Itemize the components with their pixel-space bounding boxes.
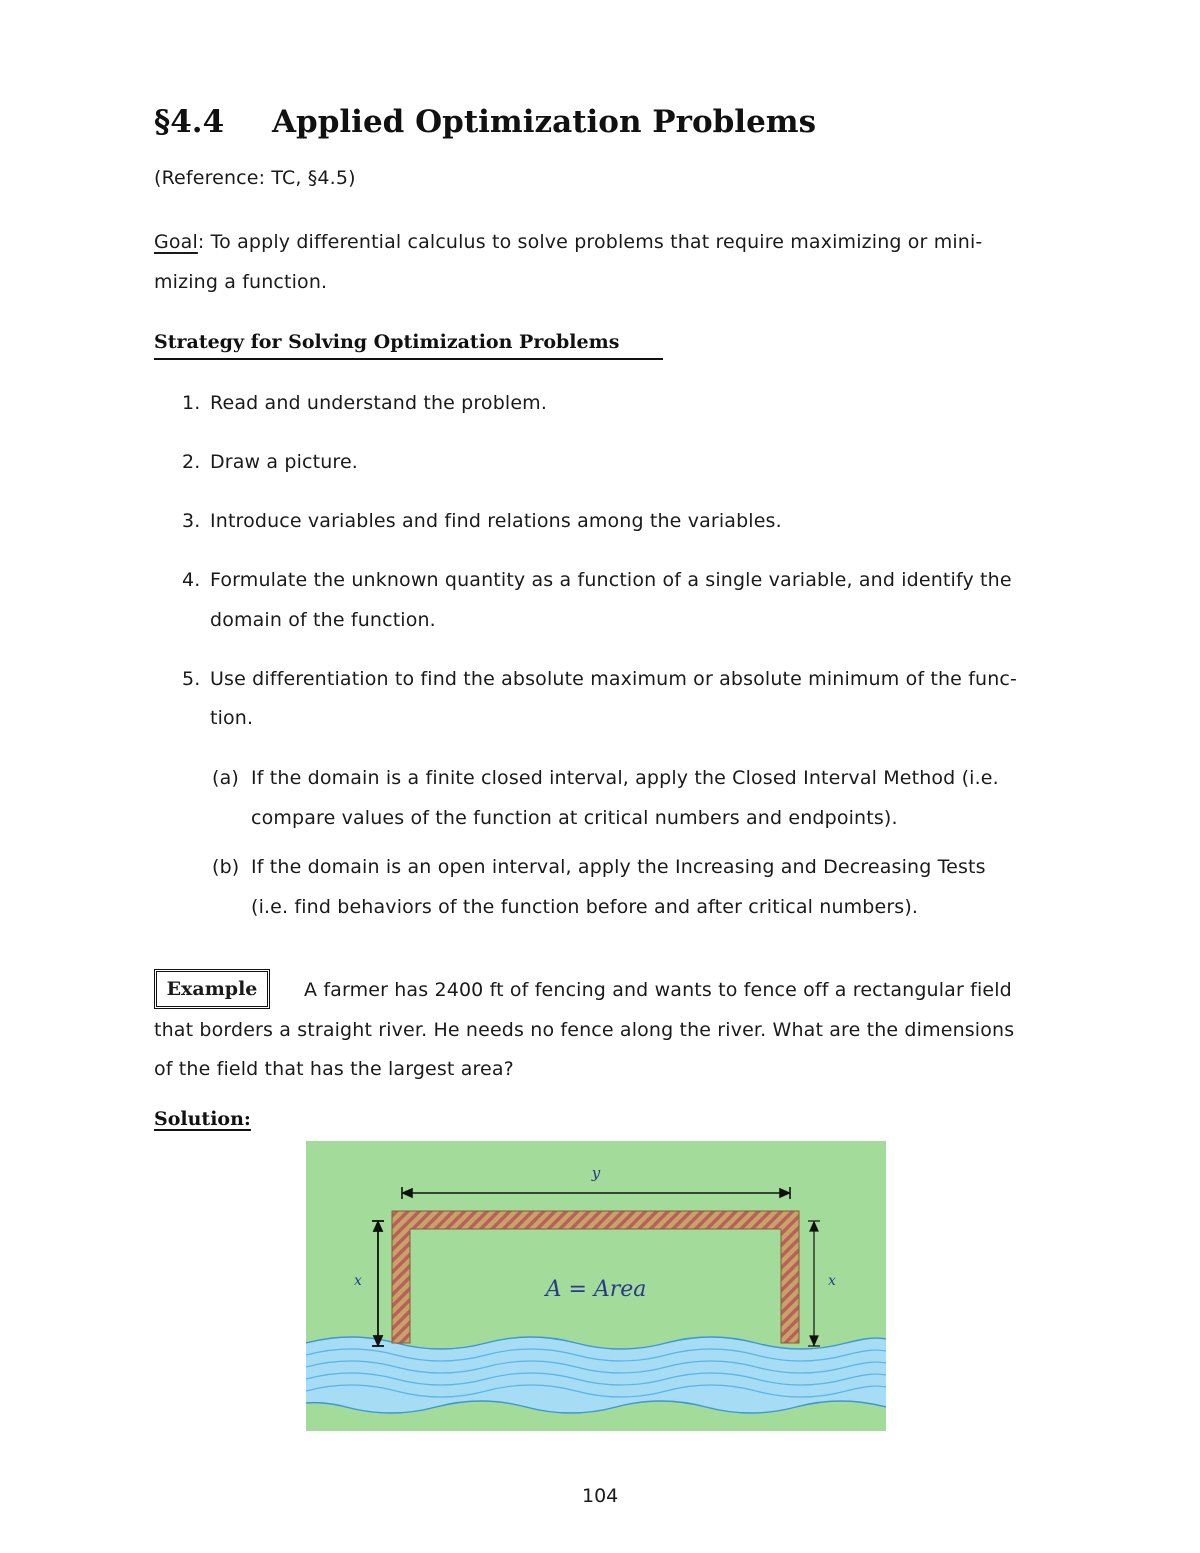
step-2-number: 2.: [182, 451, 201, 473]
example-text-line-3: of the field that has the largest area?: [154, 1058, 514, 1080]
y-label: y: [591, 1164, 601, 1182]
example-label: Example: [166, 978, 258, 1000]
reference-line: (Reference: TC, §4.5): [154, 167, 356, 189]
section-title: Applied Optimization Problems: [272, 104, 817, 140]
step-5-text-line-1: Use differentiation to find the absolute maximum or absolute minimum of the func-: [210, 668, 1018, 690]
step-4-number: 4.: [182, 569, 201, 591]
substep-b-text-line-1: If the domain is an open interval, apply the Increasing and Decreasing Tests: [251, 856, 986, 878]
substep-b-number: (b): [212, 856, 240, 878]
page-number: 104: [582, 1485, 619, 1507]
step-4-text-line-1: Formulate the unknown quantity as a function of a single variable, and identify the: [210, 569, 1012, 591]
example-text-line-1: A farmer has 2400 ft of fencing and wants to fence off a rectangular field: [304, 979, 1012, 1001]
substep-a-text-line-2: compare values of the function at critical numbers and endpoints).: [251, 807, 898, 829]
step-1-text: Read and understand the problem.: [210, 392, 548, 414]
goal-line-1: [154, 231, 982, 253]
strategy-heading-underline: [154, 358, 663, 360]
step-2-text: Draw a picture.: [210, 451, 358, 473]
section-number: §4.4: [154, 104, 225, 140]
x-right-label: x: [828, 1273, 836, 1289]
substep-a-text-line-1: If the domain is a finite closed interval, apply the Closed Interval Method (i.e.: [251, 767, 999, 789]
substep-b-text-line-2: (i.e. find behaviors of the function before and after critical numbers).: [251, 896, 919, 918]
strategy-heading: Strategy for Solving Optimization Problems: [154, 331, 620, 353]
step-3-text: Introduce variables and find relations among the variables.: [210, 510, 782, 532]
goal-label: Goal: [154, 231, 198, 253]
step-3-number: 3.: [182, 510, 201, 532]
example-text-line-2: that borders a straight river. He needs no fence along the river. What are the dimensions: [154, 1019, 1015, 1041]
step-5-number: 5.: [182, 668, 201, 690]
step-1-number: 1.: [182, 392, 201, 414]
goal-text-1: : To apply differential calculus to solve problems that require maximizing or mini-: [197, 231, 983, 253]
x-left-label: x: [354, 1273, 362, 1289]
step-4-text-line-2: domain of the function.: [210, 609, 436, 631]
solution-label: Solution:: [154, 1108, 251, 1130]
substep-a-number: (a): [212, 767, 239, 789]
goal-line-2: mizing a function.: [154, 271, 328, 293]
fence-river-diagram: [306, 1141, 886, 1431]
area-label: A = Area: [545, 1277, 647, 1302]
step-5-text-line-2: tion.: [210, 707, 254, 729]
example-label-box: [154, 969, 270, 1009]
